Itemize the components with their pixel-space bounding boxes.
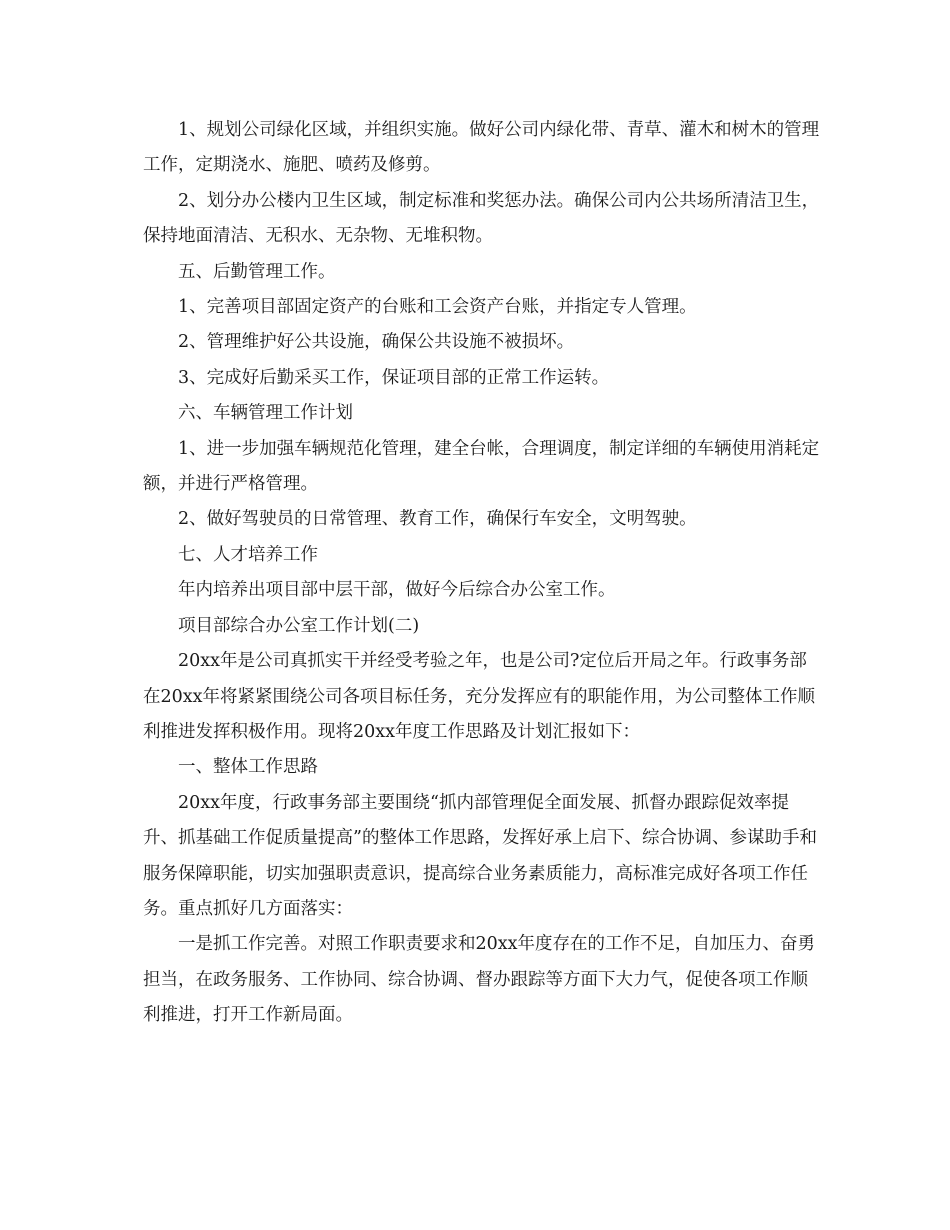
paragraph-improvement: 一是抓工作完善。对照工作职责要求和20xx年度存在的工作不足，自加压力、奋勇担当，在政务服务、工作协同、综合协调、督办跟踪等方面下大力气，促使各项工作顺利推进，打开工作新局面。: [143, 934, 816, 1026]
paragraph-facilities: 2、管理维护好公共设施，确保公共设施不被损坏。: [178, 332, 575, 353]
paragraph-intro: 20xx年是公司真抓实干并经受考验之年，也是公司?定位后开局之年。行政事务部在20xx年将紧紧围绕公司各项目标任务，充分发挥应有的职能作用，为公司整体工作顺利推进发挥积极作用。现将20xx年度工作思路及计划汇报如下：: [143, 651, 816, 742]
paragraph-assets: 1、完善项目部固定资产的台账和工会资产台账，并指定专人管理。: [178, 297, 697, 318]
paragraph-sanitation: 2、划分办公楼内卫生区域，制定标准和奖惩办法。确保公司内公共场所清洁卫生，保持地面清洁、无积水、无杂物、无堆积物。: [143, 190, 820, 247]
section-title-plan-two: 项目部综合办公室工作计划(二): [178, 615, 420, 636]
heading-vehicle-management: 六、车辆管理工作计划: [178, 403, 353, 424]
paragraph-talent: 年内培养出项目部中层干部，做好今后综合办公室工作。: [178, 580, 616, 601]
paragraph-greening: 1、规划公司绿化区域，并组织实施。做好公司内绿化带、青草、灌木和树木的管理工作，定期浇水、施肥、喷药及修剪。: [143, 120, 820, 176]
paragraph-approach: 20xx年度，行政事务部主要围绕“抓内部管理促全面发展、抓督办跟踪促效率提升、抓基础工作促质量提高”的整体工作思路，发挥好承上启下、综合协调、参谋助手和服务保障职能，切实加强职责意识，提高综合业务素质能力，高标准完成好各项工作任务。重点抓好几方面落实：: [143, 792, 817, 919]
paragraph-purchasing: 3、完成好后勤采买工作，保证项目部的正常工作运转。: [178, 367, 610, 388]
document-body: [143, 113, 823, 1034]
paragraph-drivers: 2、做好驾驶员的日常管理、教育工作，确保行车安全，文明驾驶。: [178, 509, 697, 530]
heading-logistics: 五、后勤管理工作。: [178, 261, 336, 282]
paragraph-vehicle-rules: 1、进一步加强车辆规范化管理，建全台帐，合理调度，制定详细的车辆使用消耗定额，并进行严格管理。: [143, 438, 820, 495]
heading-talent: 七、人才培养工作: [178, 544, 318, 565]
heading-overall-approach: 一、整体工作思路: [178, 757, 318, 778]
